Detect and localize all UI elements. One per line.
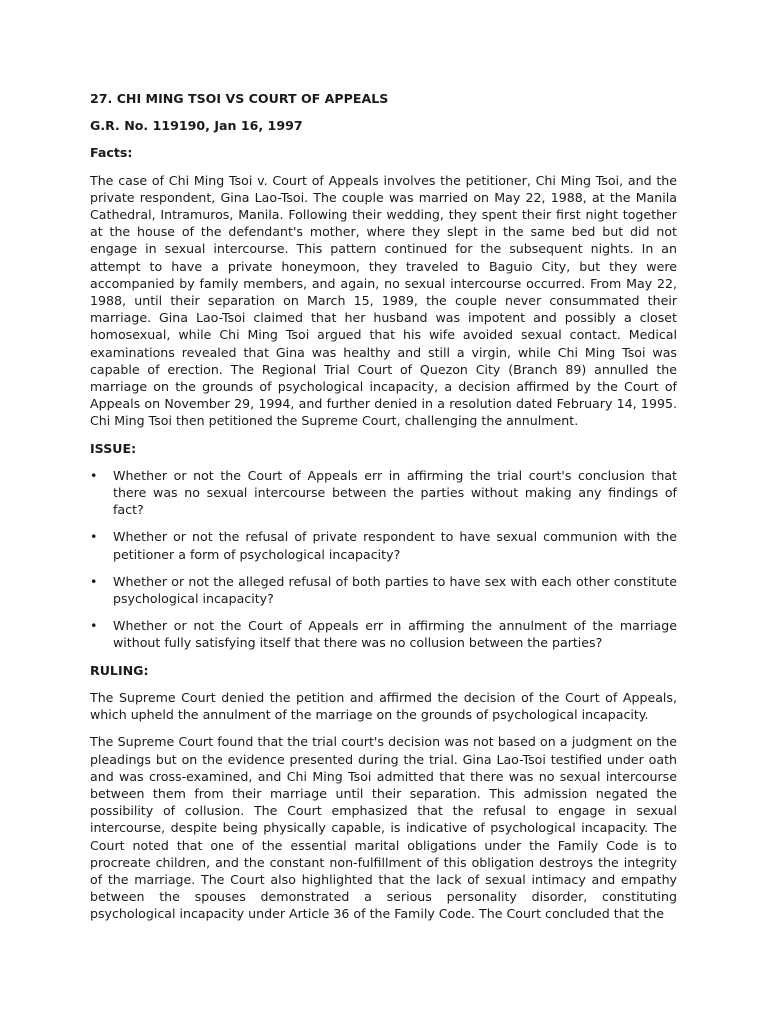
document-page: [90, 90, 677, 933]
case-number: G.R. No. 119190, Jan 16, 1997: [90, 118, 303, 134]
issue-text: Whether or not the alleged refusal of both parties to have sex with each other constitute psychological incapacity?: [113, 573, 677, 607]
facts-heading: Facts:: [90, 145, 133, 161]
issue-text: Whether or not the Court of Appeals err in affirming the trial court's conclusion that there was no sexual intercourse between the parties without making any findings of fact?: [113, 467, 677, 518]
facts-paragraph: The case of Chi Ming Tsoi v. Court of Appeals involves the petitioner, Chi Ming Tsoi, and the private respondent, Gina Lao-Tsoi. The couple was married on May 22, 1988, at the Manila Cathedral, Intramuros, Manila. Following their wedding, they spent their first night together at the house of the defendant's mother, where they slept in the same bed but did not engage in sexual intercourse. This pattern continued for the subsequent nights. In an attempt to have a private honeymoon, they traveled to Baguio City, but they were accompanied by family members, and again, no sexual intercourse occurred. From May 22, 1988, until their separation on March 15, 1989, the couple never consummated their marriage. Gina Lao-Tsoi claimed that her husband was impotent and possibly a closet homosexual, while Chi Ming Tsoi argued that his wife avoided sexual contact. Medical examinations revealed that Gina was healthy and still a virgin, while Chi Ming Tsoi was capable of erection. The Regional Trial Court of Quezon City (Branch 89) annulled the marriage on the grounds of psychological incapacity, a decision affirmed by the Court of Appeals on November 29, 1994, and further denied in a resolution dated February 14, 1995. Chi Ming Tsoi then petitioned the Supreme Court, challenging the annulment.: [90, 172, 677, 429]
issue-item: [90, 617, 677, 651]
issue-text: Whether or not the Court of Appeals err in affirming the annulment of the marriage without fully satisfying itself that there was no collusion between the parties?: [113, 618, 677, 651]
issue-text: Whether or not the refusal of private respondent to have sexual communion with the petitioner a form of psychological incapacity?: [113, 529, 677, 562]
ruling-heading: RULING:: [90, 662, 149, 678]
issue-heading: ISSUE:: [90, 440, 137, 456]
bullet-icon: •: [90, 573, 98, 589]
bullet-icon: •: [90, 618, 98, 634]
document-title: 27. CHI MING TSOI VS COURT OF APPEALS: [90, 91, 389, 106]
ruling-paragraph: The Supreme Court found that the trial court's decision was not based on a judgment on the pleadings but on the evidence presented during the trial. Gina Lao-Tsoi testified under oath and was cross-examined, and Chi Ming Tsoi admitted that there was no sexual intercourse between them from their marriage until their separation. This admission negated the possibility of collusion. The Court emphasized that the refusal to engage in sexual intercourse, despite being physically capable, is indicative of psychological incapacity. The Court noted that one of the essential marital obligations under the Family Code is to procreate children, and the constant non-fulfillment of this obligation destroys the integrity of the marriage. The Court also highlighted that the lack of sexual intimacy and empathy between the spouses demonstrated a serious personality disorder, constituting psychological incapacity under Article 36 of the Family Code. The Court concluded that the: [90, 734, 677, 922]
ruling-paragraph: The Supreme Court denied the petition and affirmed the decision of the Court of Appeals, which upheld the annulment of the marriage on the grounds of psychological incapacity.: [90, 689, 677, 723]
issue-item: [90, 467, 677, 519]
issue-item: [90, 573, 677, 607]
issue-item: [90, 528, 677, 562]
issue-list: [90, 467, 677, 652]
bullet-icon: •: [90, 529, 98, 545]
bullet-icon: •: [90, 467, 98, 483]
